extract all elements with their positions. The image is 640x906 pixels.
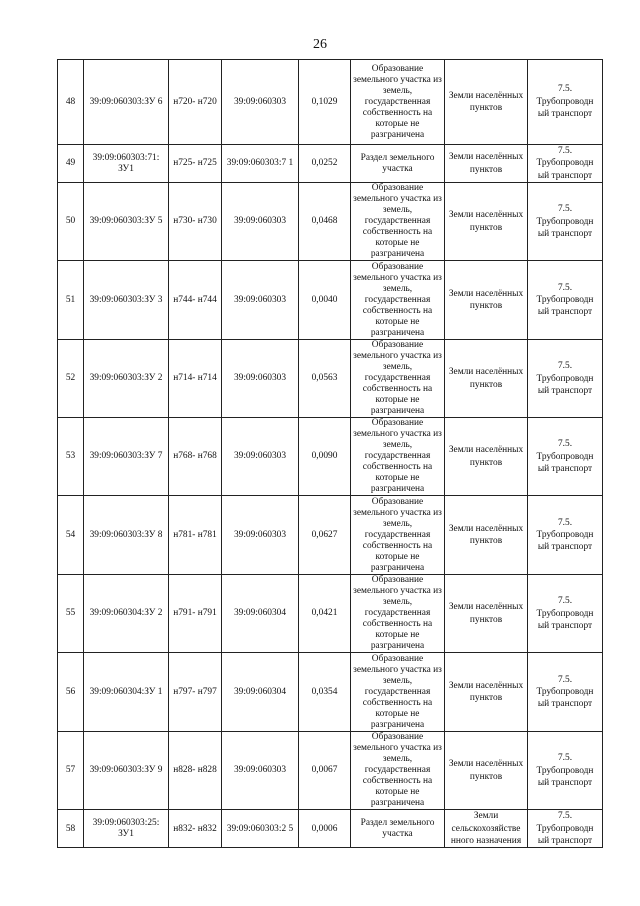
formation-method: Образование земельного участка из земель, государственная собственность на которые не разграничена — [351, 496, 445, 575]
land-category: Земли сельскохозяйстве нного назначения — [445, 810, 528, 848]
row-number: 51 — [58, 261, 84, 340]
formation-method: Образование земельного участка из земель, государственная собственность на которые не разграничена — [351, 60, 445, 145]
formation-method: Образование земельного участка из земель, государственная собственность на которые не разграничена — [351, 340, 445, 418]
cadastral-number: 39:09:060303:ЗУ 6 — [84, 60, 169, 145]
boundary-points: н832- н832 — [169, 810, 222, 848]
formation-method: Образование земельного участка из земель, государственная собственность на которые не разграничена — [351, 261, 445, 340]
land-category: Земли населённых пунктов — [445, 653, 528, 732]
permitted-use: 7.5. Трубопроводн ый транспорт — [528, 418, 603, 496]
formation-method: Образование земельного участка из земель, государственная собственность на которые не разграничена — [351, 183, 445, 261]
boundary-points: н791- н791 — [169, 575, 222, 653]
cadastral-number: 39:09:060303:ЗУ 9 — [84, 732, 169, 810]
row-number: 53 — [58, 418, 84, 496]
land-category: Земли населённых пунктов — [445, 145, 528, 183]
cadastral-block: 39:09:060303:2 5 — [222, 810, 299, 848]
table-row — [58, 418, 603, 496]
table-row — [58, 575, 603, 653]
formation-method: Образование земельного участка из земель, государственная собственность на которые не разграничена — [351, 575, 445, 653]
permitted-use: 7.5. Трубопроводн ый транспорт — [528, 183, 603, 261]
area: 0,0040 — [299, 261, 351, 340]
cadastral-number: 39:09:060304:ЗУ 1 — [84, 653, 169, 732]
cadastral-block: 39:09:060303 — [222, 60, 299, 145]
boundary-points: н744- н744 — [169, 261, 222, 340]
land-category: Земли населённых пунктов — [445, 261, 528, 340]
formation-method: Раздел земельного участка — [351, 145, 445, 183]
area: 0,0563 — [299, 340, 351, 418]
cadastral-block: 39:09:060303 — [222, 732, 299, 810]
area: 0,0006 — [299, 810, 351, 848]
cadastral-block: 39:09:060303 — [222, 183, 299, 261]
table-row — [58, 145, 603, 183]
cadastral-number: 39:09:060303:ЗУ 3 — [84, 261, 169, 340]
permitted-use: 7.5. Трубопроводн ый транспорт — [528, 575, 603, 653]
land-category: Земли населённых пунктов — [445, 575, 528, 653]
cadastral-number: 39:09:060304:ЗУ 2 — [84, 575, 169, 653]
row-number: 48 — [58, 60, 84, 145]
boundary-points: н725- н725 — [169, 145, 222, 183]
area: 0,1029 — [299, 60, 351, 145]
formation-method: Образование земельного участка из земель, государственная собственность на которые не разграничена — [351, 732, 445, 810]
table-row — [58, 183, 603, 261]
cadastral-number: 39:09:060303:ЗУ 5 — [84, 183, 169, 261]
cadastral-number: 39:09:060303:25: ЗУ1 — [84, 810, 169, 848]
row-number: 56 — [58, 653, 84, 732]
formation-method: Образование земельного участка из земель, государственная собственность на которые не разграничена — [351, 418, 445, 496]
cadastral-number: 39:09:060303:ЗУ 8 — [84, 496, 169, 575]
table-row — [58, 496, 603, 575]
area: 0,0421 — [299, 575, 351, 653]
cadastral-block: 39:09:060304 — [222, 575, 299, 653]
permitted-use: 7.5. Трубопроводн ый транспорт — [528, 60, 603, 145]
cadastral-block: 39:09:060303 — [222, 496, 299, 575]
row-number: 58 — [58, 810, 84, 848]
table-row — [58, 340, 603, 418]
cadastral-block: 39:09:060303 — [222, 340, 299, 418]
boundary-points: н730- н730 — [169, 183, 222, 261]
row-number: 55 — [58, 575, 84, 653]
table-row — [58, 732, 603, 810]
land-category: Земли населённых пунктов — [445, 60, 528, 145]
cadastral-block: 39:09:060303 — [222, 261, 299, 340]
permitted-use: 7.5. Трубопроводн ый транспорт — [528, 261, 603, 340]
area: 0,0627 — [299, 496, 351, 575]
land-category: Земли населённых пунктов — [445, 340, 528, 418]
formation-method: Образование земельного участка из земель, государственная собственность на которые не разграничена — [351, 653, 445, 732]
table-row — [58, 653, 603, 732]
area: 0,0252 — [299, 145, 351, 183]
boundary-points: н797- н797 — [169, 653, 222, 732]
cadastral-block: 39:09:060303:7 1 — [222, 145, 299, 183]
land-plot-table — [57, 59, 603, 848]
cadastral-number: 39:09:060303:ЗУ 2 — [84, 340, 169, 418]
area: 0,0354 — [299, 653, 351, 732]
row-number: 52 — [58, 340, 84, 418]
permitted-use: 7.5. Трубопроводн ый транспорт — [528, 340, 603, 418]
cadastral-block: 39:09:060304 — [222, 653, 299, 732]
permitted-use: 7.5. Трубопроводн ый транспорт — [528, 653, 603, 732]
area: 0,0468 — [299, 183, 351, 261]
permitted-use: 7.5. Трубопроводн ый транспорт — [528, 145, 603, 183]
cadastral-number: 39:09:060303:ЗУ 7 — [84, 418, 169, 496]
boundary-points: н781- н781 — [169, 496, 222, 575]
cadastral-number: 39:09:060303:71: ЗУ1 — [84, 145, 169, 183]
row-number: 57 — [58, 732, 84, 810]
row-number: 50 — [58, 183, 84, 261]
land-category: Земли населённых пунктов — [445, 732, 528, 810]
boundary-points: н720- н720 — [169, 60, 222, 145]
land-category: Земли населённых пунктов — [445, 418, 528, 496]
table-row — [58, 261, 603, 340]
boundary-points: н768- н768 — [169, 418, 222, 496]
cadastral-block: 39:09:060303 — [222, 418, 299, 496]
table-row — [58, 60, 603, 145]
area: 0,0090 — [299, 418, 351, 496]
permitted-use: 7.5. Трубопроводн ый транспорт — [528, 810, 603, 848]
row-number: 49 — [58, 145, 84, 183]
row-number: 54 — [58, 496, 84, 575]
permitted-use: 7.5. Трубопроводн ый транспорт — [528, 732, 603, 810]
permitted-use: 7.5. Трубопроводн ый транспорт — [528, 496, 603, 575]
table-row — [58, 810, 603, 848]
boundary-points: н828- н828 — [169, 732, 222, 810]
formation-method: Раздел земельного участка — [351, 810, 445, 848]
land-category: Земли населённых пунктов — [445, 496, 528, 575]
page-number: 26 — [313, 37, 327, 52]
boundary-points: н714- н714 — [169, 340, 222, 418]
area: 0,0067 — [299, 732, 351, 810]
land-category: Земли населённых пунктов — [445, 183, 528, 261]
